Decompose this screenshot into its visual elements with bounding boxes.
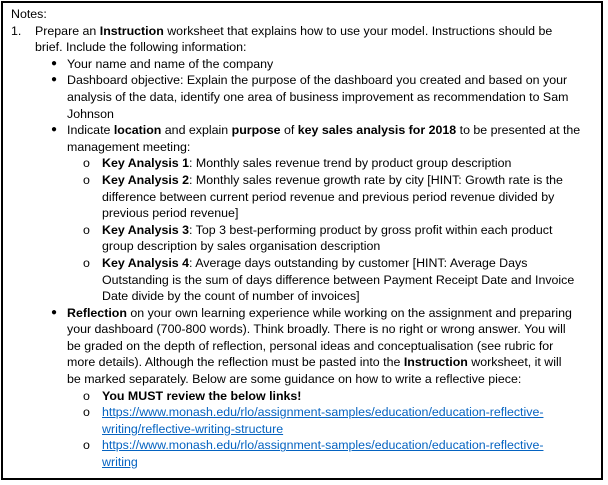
link-item-2 xyxy=(11,437,595,470)
analysis-text: : Average days outstanding by customer [HINT: Average Days xyxy=(189,255,528,270)
intro-line2: brief. Include the following information: xyxy=(35,40,247,55)
bullet-dashboard xyxy=(11,72,595,122)
analysis-4 xyxy=(11,255,595,305)
intro-text-cont: worksheet that explains how to use your model. Instructions should be xyxy=(163,23,553,38)
bullet-icon: ● xyxy=(51,57,58,69)
reflection-bold: Reflection xyxy=(67,305,127,320)
analysis-text: group description by sales organisation description xyxy=(102,239,381,254)
bullet-name-text: Your name and name of the company xyxy=(67,56,274,71)
reflective-writing-link-cont[interactable]: writing xyxy=(102,455,138,470)
dashboard-line2: analysis of the data, identify one area of business improvement as recommendation to Sam xyxy=(67,89,569,104)
reflection-line5: be marked separately. Below are some guidance on how to write a reflective piece: xyxy=(67,372,522,387)
reflective-writing-structure-link[interactable]: https://www.monash.edu/rlo/assignment-samples/education/education-reflective- xyxy=(102,405,544,420)
analysis-label: Key Analysis 3 xyxy=(102,222,190,237)
reflection-line3: be graded on the depth of reflection, personal ideas and conceptualisation (see rubric for xyxy=(67,338,554,353)
sub-bullet-icon: o xyxy=(83,156,90,171)
sub-bullet-icon: o xyxy=(83,388,90,403)
analysis-text: previous period revenue] xyxy=(102,206,239,221)
intro-bold: Instruction xyxy=(99,23,164,38)
analysis-label: Key Analysis 1 xyxy=(102,156,190,171)
bullet-reflection xyxy=(11,305,595,388)
analysis-text: Outstanding is the sum of days difference between Payment Receipt Date and Invoice xyxy=(102,272,575,287)
analysis-text: difference between current period revenue and previous period revenue divided by xyxy=(102,189,555,204)
bullet-icon: ● xyxy=(51,74,58,86)
reflective-writing-link[interactable]: https://www.monash.edu/rlo/assignment-samples/education/education-reflective- xyxy=(102,438,544,453)
indicate-text-post: to be presented at the xyxy=(456,123,581,138)
notes-heading xyxy=(11,6,595,23)
reflection-line4-post: worksheet, it will xyxy=(467,355,562,370)
bullet-indicate xyxy=(11,122,595,155)
notes-document xyxy=(11,6,595,471)
reflection-line1: on your own learning experience while working on the assignment and preparing xyxy=(126,305,572,320)
indicate-text-of: of xyxy=(280,123,298,138)
analysis-label: Key Analysis 2 xyxy=(102,172,190,187)
analysis-text: : Monthly sales revenue trend by product group description xyxy=(189,156,512,171)
sub-bullet-icon: o xyxy=(83,438,90,453)
analysis-text: : Top 3 best-performing product by gross profit within each product xyxy=(189,222,553,237)
indicate-location: location xyxy=(113,123,162,138)
sub-bullet-icon: o xyxy=(83,172,90,187)
analysis-text: Date divide by the count of number of invoices] xyxy=(102,289,360,304)
bullet-icon: ● xyxy=(51,124,58,136)
analysis-text: : Monthly sales revenue growth rate by city [HINT: Growth rate is the xyxy=(189,172,563,187)
document-frame xyxy=(1,1,603,480)
item-number: 1. xyxy=(11,23,22,38)
review-label: You MUST review the below links! xyxy=(102,388,302,403)
sub-bullet-icon: o xyxy=(83,255,90,270)
analysis-3 xyxy=(11,222,595,255)
bullet-icon: ● xyxy=(51,306,58,318)
link-item-1 xyxy=(11,404,595,437)
review-note xyxy=(11,388,595,405)
reflection-line4: more details). Although the reflection must be pasted into the xyxy=(67,355,404,370)
reflective-writing-structure-link-cont[interactable]: writing/reflective-writing-structure xyxy=(102,421,284,436)
dashboard-line1: Dashboard objective: Explain the purpose of the dashboard you created and based on your xyxy=(67,73,568,88)
reflection-instruction-bold: Instruction xyxy=(403,355,468,370)
intro-text: Prepare an xyxy=(35,23,100,38)
indicate-text: Indicate xyxy=(67,123,114,138)
sub-bullet-icon: o xyxy=(83,405,90,420)
item-1 xyxy=(11,23,595,56)
analysis-2 xyxy=(11,172,595,222)
analysis-1 xyxy=(11,155,595,172)
reflection-line2: your dashboard (700-800 words). Think broadly. There is no right or wrong answer. You will xyxy=(67,322,566,337)
dashboard-line3: Johnson xyxy=(67,106,114,121)
indicate-line2: management meeting: xyxy=(67,139,191,154)
sub-bullet-icon: o xyxy=(83,222,90,237)
bullet-name xyxy=(11,56,595,73)
analysis-label: Key Analysis 4 xyxy=(102,255,190,270)
notes-label: Notes: xyxy=(11,7,47,21)
indicate-text-mid: and explain xyxy=(161,123,232,138)
indicate-key-sales: key sales analysis for 2018 xyxy=(297,123,457,138)
indicate-purpose: purpose xyxy=(231,123,281,138)
